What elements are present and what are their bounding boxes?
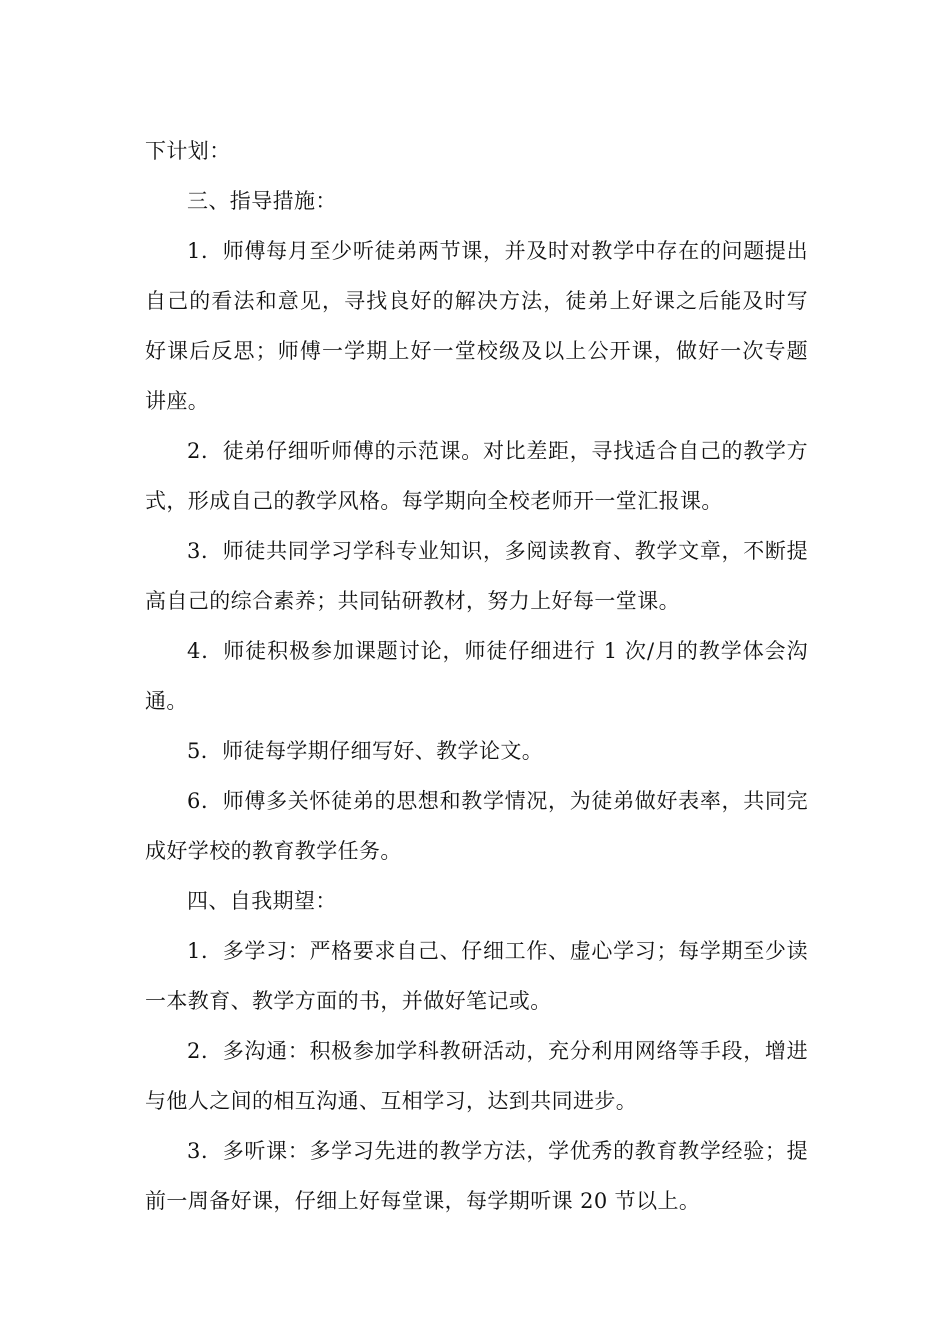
section-heading-guidance-measures: 三、指导措施：: [187, 189, 337, 213]
paragraph-expectation-3: 3．多听课：多学习先进的教学方法，学优秀的教育教学经验；提前一周备好课，仔细上好每堂课，每学期听课 20 节以上。: [145, 1139, 808, 1213]
paragraph-continuation: 下计划：: [145, 139, 231, 163]
paragraph-measure-2: 2．徒弟仔细听师傅的示范课。对比差距，寻找适合自己的教学方式，形成自己的教学风格。每学期向全校老师开一堂汇报课。: [145, 439, 808, 513]
document-body: [145, 126, 808, 1226]
paragraph-expectation-2: 2．多沟通：积极参加学科教研活动，充分利用网络等手段，增进与他人之间的相互沟通、互相学习，达到共同进步。: [145, 1039, 808, 1113]
paragraph-measure-5: 5．师徒每学期仔细写好、教学论文。: [187, 739, 544, 763]
section-heading-self-expectations: 四、自我期望：: [187, 889, 337, 913]
paragraph-expectation-1: 1．多学习：严格要求自己、仔细工作、虚心学习；每学期至少读一本教育、教学方面的书，并做好笔记或。: [145, 939, 808, 1013]
paragraph-measure-6: 6．师傅多关怀徒弟的思想和教学情况，为徒弟做好表率，共同完成好学校的教育教学任务。: [145, 789, 808, 863]
paragraph-measure-3: 3．师徒共同学习学科专业知识，多阅读教育、教学文章，不断提高自己的综合素养；共同钻研教材，努力上好每一堂课。: [145, 539, 808, 613]
paragraph-measure-4: 4．师徒积极参加课题讨论，师徒仔细进行 1 次/月的教学体会沟通。: [145, 639, 808, 713]
paragraph-measure-1: 1．师傅每月至少听徒弟两节课，并及时对教学中存在的问题提出自己的看法和意见，寻找良好的解决方法，徒弟上好课之后能及时写好课后反思；师傅一学期上好一堂校级及以上公开课，做好一次专题讲座。: [145, 239, 808, 413]
